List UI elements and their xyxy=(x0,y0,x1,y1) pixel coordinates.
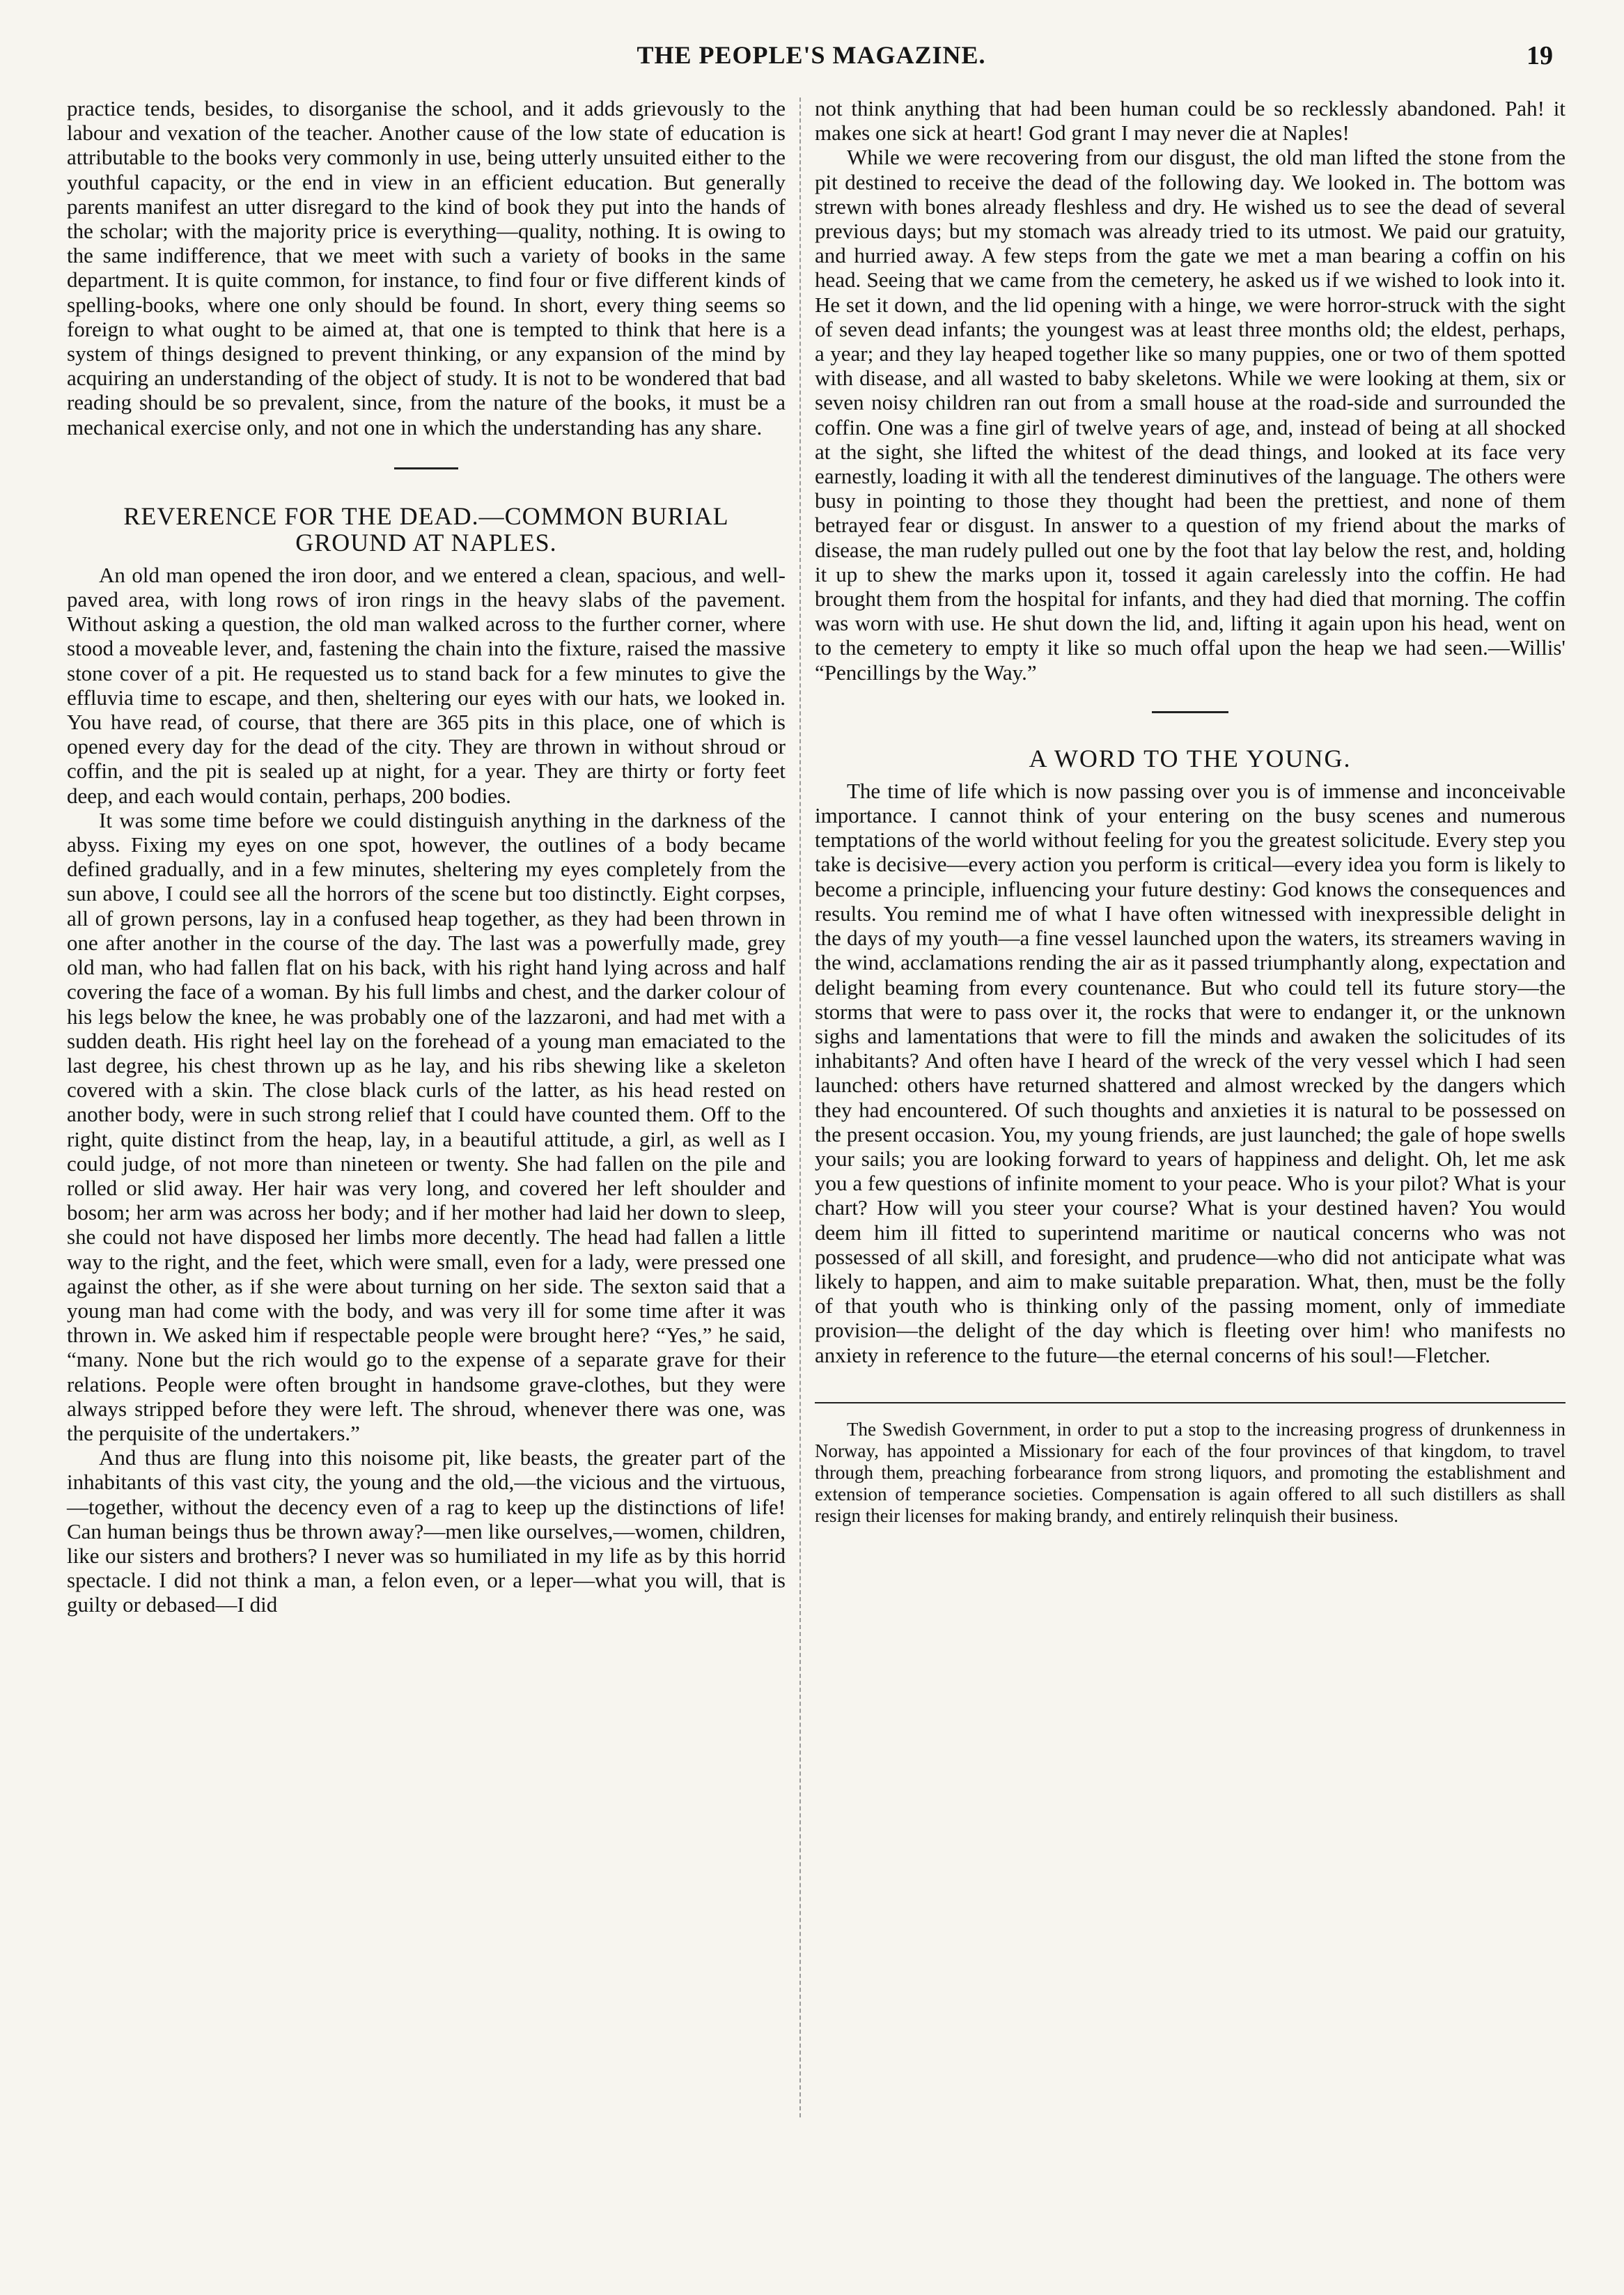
masthead xyxy=(70,40,1553,82)
article-paragraph: And thus are flung into this noisome pit, like beasts, the greater part of the inhabitants of this vast city, the young and the old,—the vicious and the virtuous,—together, without the decency even of a rag to keep up the distinctions of life! Can human beings thus be thrown away?—men like ourselves,—women, children, like our sisters and brothers? I never was so humiliated in my life as by this horrid spectacle. I did not think a man, a felon even, or a leper—what you will, that is guilty or debased—I did xyxy=(67,1445,786,1617)
magazine-title: THE PEOPLE'S MAGAZINE. xyxy=(637,41,986,69)
right-column xyxy=(815,96,1566,1527)
column-divider xyxy=(799,98,802,2117)
article-paragraph: The time of life which is now passing over you is of immense and inconceivable importance. I cannot think of your entering on the busy scenes and numerous temptations of the world without feeling for you the greatest solicitude. Every step you take is decisive—every action you perform is critical—every idea you form is likely to become a principle, influencing your future destiny: God knows the consequences and results. You remind me of what I have often witnessed with inexpressible delight in the days of my youth—a fine vessel launched upon the waters, its streamers waving in the wind, acclamations rending the air as it passed triumphantly along, expectation and delight beaming from every countenance. But who could tell its future story—the storms that were to pass over it, the rocks that were to endanger it, or the unknown sighs and lamentations that were to fill the minds and awaken the solicitudes of its inhabitants? And often have I heard of the wreck of the very vessel which I had seen launched: others have returned shattered and almost wrecked by the dangers which they had encountered. Of such thoughts and anxieties it is natural to be possessed on the present occasion. You, my young friends, are just launched; the gale of hope swells your sails; you are looking forward to years of happiness and delight. Oh, let me ask you a few questions of infinite moment to your peace. Who is your pilot? What is your chart? How will you steer your course? What is your destined haven? You would deem him ill fitted to superintend maritime or nautical concerns who was not possessed of all skill, and foresight, and prudence—who did not anticipate what was likely to happen, and aim to make suitable preparation. What, then, must be the folly of that youth who is thinking only of the passing moment, only of immediate provision—the delight of the day which is fleeting over him! who manifests no anxiety in reference to the future—the eternal concerns of his soul!—Fletcher. xyxy=(815,778,1566,1367)
continuation-paragraph: While we were recovering from our disgust, the old man lifted the stone from the pit destined to receive the dead of the following day. We looked in. The bottom was strewn with bones already fleshless and dry. He wished us to see the dead of several previous days; but my stomach was already tried to its utmost. We paid our gratuity, and hurried away. A few steps from the gate we met a man bearing a coffin on his head. Seeing that we came from the cemetery, he asked us if we wished to look into it. He set it down, and the lid opening with a hinge, we were horror-struck with the sight of seven dead infants; the youngest was at least three months old; the eldest, perhaps, a year; and they lay heaped together like so many puppies, one or two of them spotted with disease, and all wasted to baby skeletons. While we were looking at them, six or seven noisy children ran out from a small house at the road-side and surrounded the coffin. One was a fine girl of twelve years of age, and, instead of being at all shocked at the sight, she lifted the whitest of the dead things, and looked at its face very earnestly, loading it with all the tenderest diminutives of the language. The others were busy in pointing to those they thought had been the prettiest, and none of them betrayed fear or disgust. In answer to a question of my friend about the marks of disease, the man rudely pulled out one by the foot that lay below the rest, and, holding it up to shew the marks upon it, tossed it again carelessly into the coffin. He had brought them from the hospital for infants, and they had died that morning. The coffin was worn with use. He shut down the lid, and, lifting it again upon his head, went on to the cemetery to empty it like so much offal upon the heap we had seen.—Willis' “Pencillings by the Way.” xyxy=(815,145,1566,685)
section-rule xyxy=(394,467,458,469)
notice-paragraph: The Swedish Government, in order to put a stop to the increasing progress of drunkenness in Norway, has appointed a Missionary for each of the four provinces of that kingdom, to travel through them, preaching forbearance from strong liquors, and promoting the establishment and extension of temperance societies. Compensation is again offered to all such distillers as shall resign their licenses for making brandy, and entirely relinquish their business. xyxy=(815,1418,1566,1526)
page-number: 19 xyxy=(1527,41,1553,70)
left-column xyxy=(67,96,786,1617)
article-paragraph: An old man opened the iron door, and we entered a clean, spacious, and well-paved area, with long rows of iron rings in the heavy slabs of the pavement. Without asking a question, the old man walked across to the further corner, where stood a moveable lever, and, fastening the chain into the fixture, raised the massive stone cover of a pit. He requested us to stand back for a few minutes to give the effluvia time to escape, and then, sheltering our eyes with our hats, we looked in. You have read, of course, that there are 365 pits in this place, one of which is opened every day for the dead of the city. They are thrown in without shroud or coffin, and the pit is sealed up at night, for a year. They are thirty or forty feet deep, and each would contain, perhaps, 200 bodies. xyxy=(67,562,786,808)
news-notice xyxy=(815,1402,1566,1527)
section-rule xyxy=(1152,711,1228,713)
article-title-naples: REVERENCE FOR THE DEAD.—COMMON BURIAL GROUND AT NAPLES. xyxy=(123,501,729,557)
continuation-paragraph: not think anything that had been human could be so recklessly abandoned. Pah! it makes one sick at heart! God grant I may never die at Naples! xyxy=(815,96,1566,146)
intro-paragraph: practice tends, besides, to disorganise the school, and it adds grievously to the labour and vexation of the teacher. Another cause of the low state of education is attributable to the books very commonly in use, being utterly unsuited either to the youthful capacity, or the end in view in an efficient education. But generally parents manifest an utter disregard to the kind of book they put into the hands of the scholar; with the majority price is everything—quality, nothing. It is owing to the same indifference, that we meet with such a variety of books in the same department. It is quite common, for instance, to find four or five different kinds of spelling-books, where one only should be found. In short, every thing seems so foreign to what ought to be aimed at, that one is tempted to think that here is a system of things designed to prevent thinking, or any expansion of the mind by acquiring an understanding of the object of study. It is not to be wondered that bad reading should be so prevalent, since, from the nature of the books, it must be a mechanical exercise only, and not one in which the understanding has any share. xyxy=(67,96,786,439)
article-title-young: A WORD TO THE YOUNG. xyxy=(1029,744,1352,772)
article-paragraph: It was some time before we could distinguish anything in the darkness of the abyss. Fixing my eyes on one spot, however, the outlines of a body became defined gradually, and in a few minutes, sheltering my eyes completely from the sun above, I could see all the horrors of the scene but too distinctly. Eight corpses, all of grown persons, lay in a confused heap together, as they had been thrown in one after another in the course of the day. The last was a powerfully made, grey old man, who had fallen flat on his back, with his right hand lying across and half covering the face of a woman. By his full limbs and chest, and the darker colour of his legs below the knee, he was probably one of the lazzaroni, and had met with a sudden death. His right heel lay on the forehead of a young man emaciated to the last degree, his chest thrown up as he lay, and his ribs shewing like a skeleton covered with a skin. The close black curls of the latter, as his head rested on another body, were in such strong relief that I could have counted them. Off to the right, quite distinct from the heap, lay, in a beautiful attitude, a girl, as well as I could judge, of not more than nineteen or twenty. She had fallen on the pile and rolled or slid away. Her hair was very long, and covered her left shoulder and bosom; her arm was across her body; and if her mother had laid her down to sleep, she could not have disposed her limbs more decently. The head had fallen a little way to the right, and the feet, which were small, even for a lady, were pressed one against the other, as if she were about turning on her side. The sexton said that a young man had come with the body, and was very ill for some time after it was thrown in. We asked him if respectable people were brought here? “Yes,” he said, “many. None but the rich would go to the expense of a separate grave for their relations. People were often brought in handsome grave-clothes, but they were always stripped before they were left. The shroud, whenever there was one, was the perquisite of the undertakers.” xyxy=(67,807,786,1445)
